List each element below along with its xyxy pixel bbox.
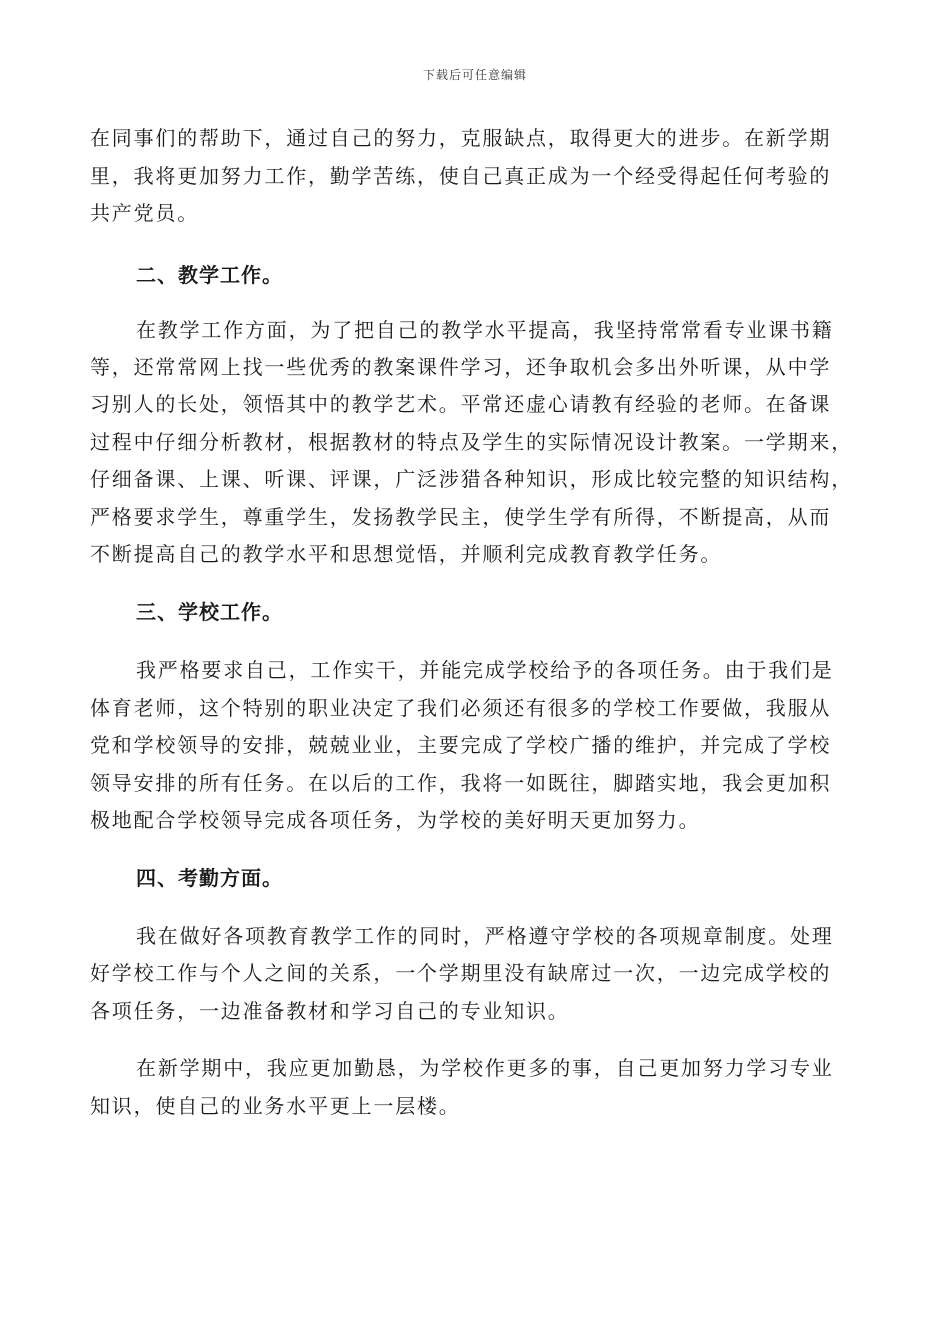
paragraph-line: 好学校工作与个人之间的关系，一个学期里没有缺席过一次，一边完成学校的 <box>90 961 832 985</box>
paragraph-line: 党和学校领导的安排，兢兢业业，主要完成了学校广播的维护，并完成了学校 <box>90 733 832 757</box>
paragraph-line: 我在做好各项教育教学工作的同时，严格遵守学校的各项规章制度。处理 <box>136 924 834 948</box>
section-heading-teaching: 二、教学工作。 <box>136 263 283 287</box>
paragraph-line: 知识，使自己的业务水平更上一层楼。 <box>90 1094 461 1118</box>
paragraph-line: 领导安排的所有任务。在以后的工作，我将一如既往，脚踏实地，我会更加积 <box>90 771 832 795</box>
paragraph-line: 过程中仔细分析教材，根据教材的特点及学生的实际情况设计教案。一学期来， <box>90 430 853 454</box>
paragraph-line: 我严格要求自己，工作实干，并能完成学校给予的各项任务。由于我们是 <box>136 658 834 682</box>
paragraph-line: 共产党员。 <box>90 201 199 225</box>
section-heading-school-work: 三、学校工作。 <box>136 600 283 624</box>
paragraph-line: 严格要求学生，尊重学生，发扬教学民主，使学生学有所得，不断提高，从而 <box>90 505 832 529</box>
paragraph-line: 不断提高自己的教学水平和思想觉悟，并顺利完成教育教学任务。 <box>90 542 723 566</box>
paragraph-line: 在新学期中，我应更加勤恳，为学校作更多的事，自己更加努力学习专业 <box>136 1056 834 1080</box>
paragraph-line: 习别人的长处，领悟其中的教学艺术。平常还虚心请教有经验的老师。在备课 <box>90 392 832 416</box>
paragraph-line: 在教学工作方面，为了把自己的教学水平提高，我坚持常常看专业课书籍 <box>136 318 834 342</box>
paragraph-line: 各项任务，一边准备教材和学习自己的专业知识。 <box>90 999 570 1023</box>
paragraph-line: 里，我将更加努力工作，勤学苦练，使自己真正成为一个经受得起任何考验的 <box>90 164 832 188</box>
paragraph-line: 体育老师，这个特别的职业决定了我们必须还有很多的学校工作要做，我服从 <box>90 696 832 720</box>
section-heading-attendance: 四、考勤方面。 <box>136 866 283 890</box>
paragraph-line: 等，还常常网上找一些优秀的教案课件学习，还争取机会多出外听课，从中学 <box>90 355 832 379</box>
paragraph-line: 极地配合学校领导完成各项任务，为学校的美好明天更加努力。 <box>90 808 701 832</box>
paragraph-line: 仔细备课、上课、听课、评课，广泛涉猎各种知识，形成比较完整的知识结构， <box>90 467 853 491</box>
paragraph-line: 在同事们的帮助下，通过自己的努力，克服缺点，取得更大的进步。在新学期 <box>90 126 832 150</box>
header-note: 下载后可任意编辑 <box>422 68 527 82</box>
